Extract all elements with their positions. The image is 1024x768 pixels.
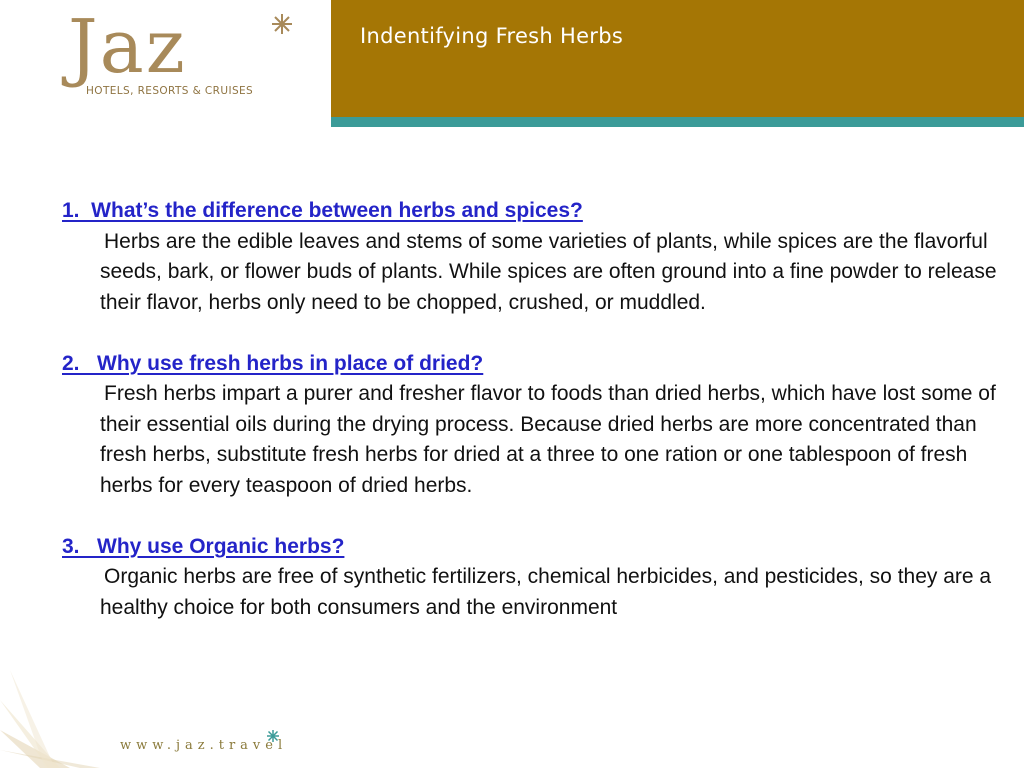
svg-text:HOTELS, RESORTS & CRUISES: HOTELS, RESORTS & CRUISES [86,85,254,97]
qa-content [62,196,1002,623]
header-divider [331,117,1024,127]
spacer [62,501,1002,532]
logo-area [0,0,330,128]
answer-2: Fresh herbs impart a purer and fresher flavor to foods than dried herbs, which have lost some of their essential oils during the drying process. Because dried herbs are more concentrated than fresh herbs, substitute fresh herbs for dried at a three to one ration or one tablespoon of fresh herbs for every teaspoon of dried herbs. [100,382,996,497]
svg-text:Jaz: Jaz [68,6,187,90]
footer-star-icon [265,728,281,744]
question-1: 1. What’s the difference between herbs and spices? [62,199,583,222]
answer-3: Organic herbs are free of synthetic fertilizers, chemical herbicides, and pesticides, so they are a healthy choice for both consumers and the environment [100,565,992,619]
slide-title: Indentifying Fresh Herbs [360,24,624,48]
corner-rays-decoration [0,670,110,768]
question-2: 2. Why use fresh herbs in place of dried? [62,351,484,375]
header-band [331,0,1024,117]
logo-star-icon [272,14,292,34]
jaz-logo [60,6,310,106]
answer-1: Herbs are the edible leaves and stems of some varieties of plants, while spices are the flavorful seeds, bark, or flower buds of plants. While spices are often ground into a fine powder to release their flavor, herbs only need to be chopped, crushed, or muddled. [100,229,997,314]
footer-url: www.jaz.travel [120,738,288,753]
spacer [62,318,1002,349]
question-3: 3. Why use Organic herbs? [62,534,345,558]
